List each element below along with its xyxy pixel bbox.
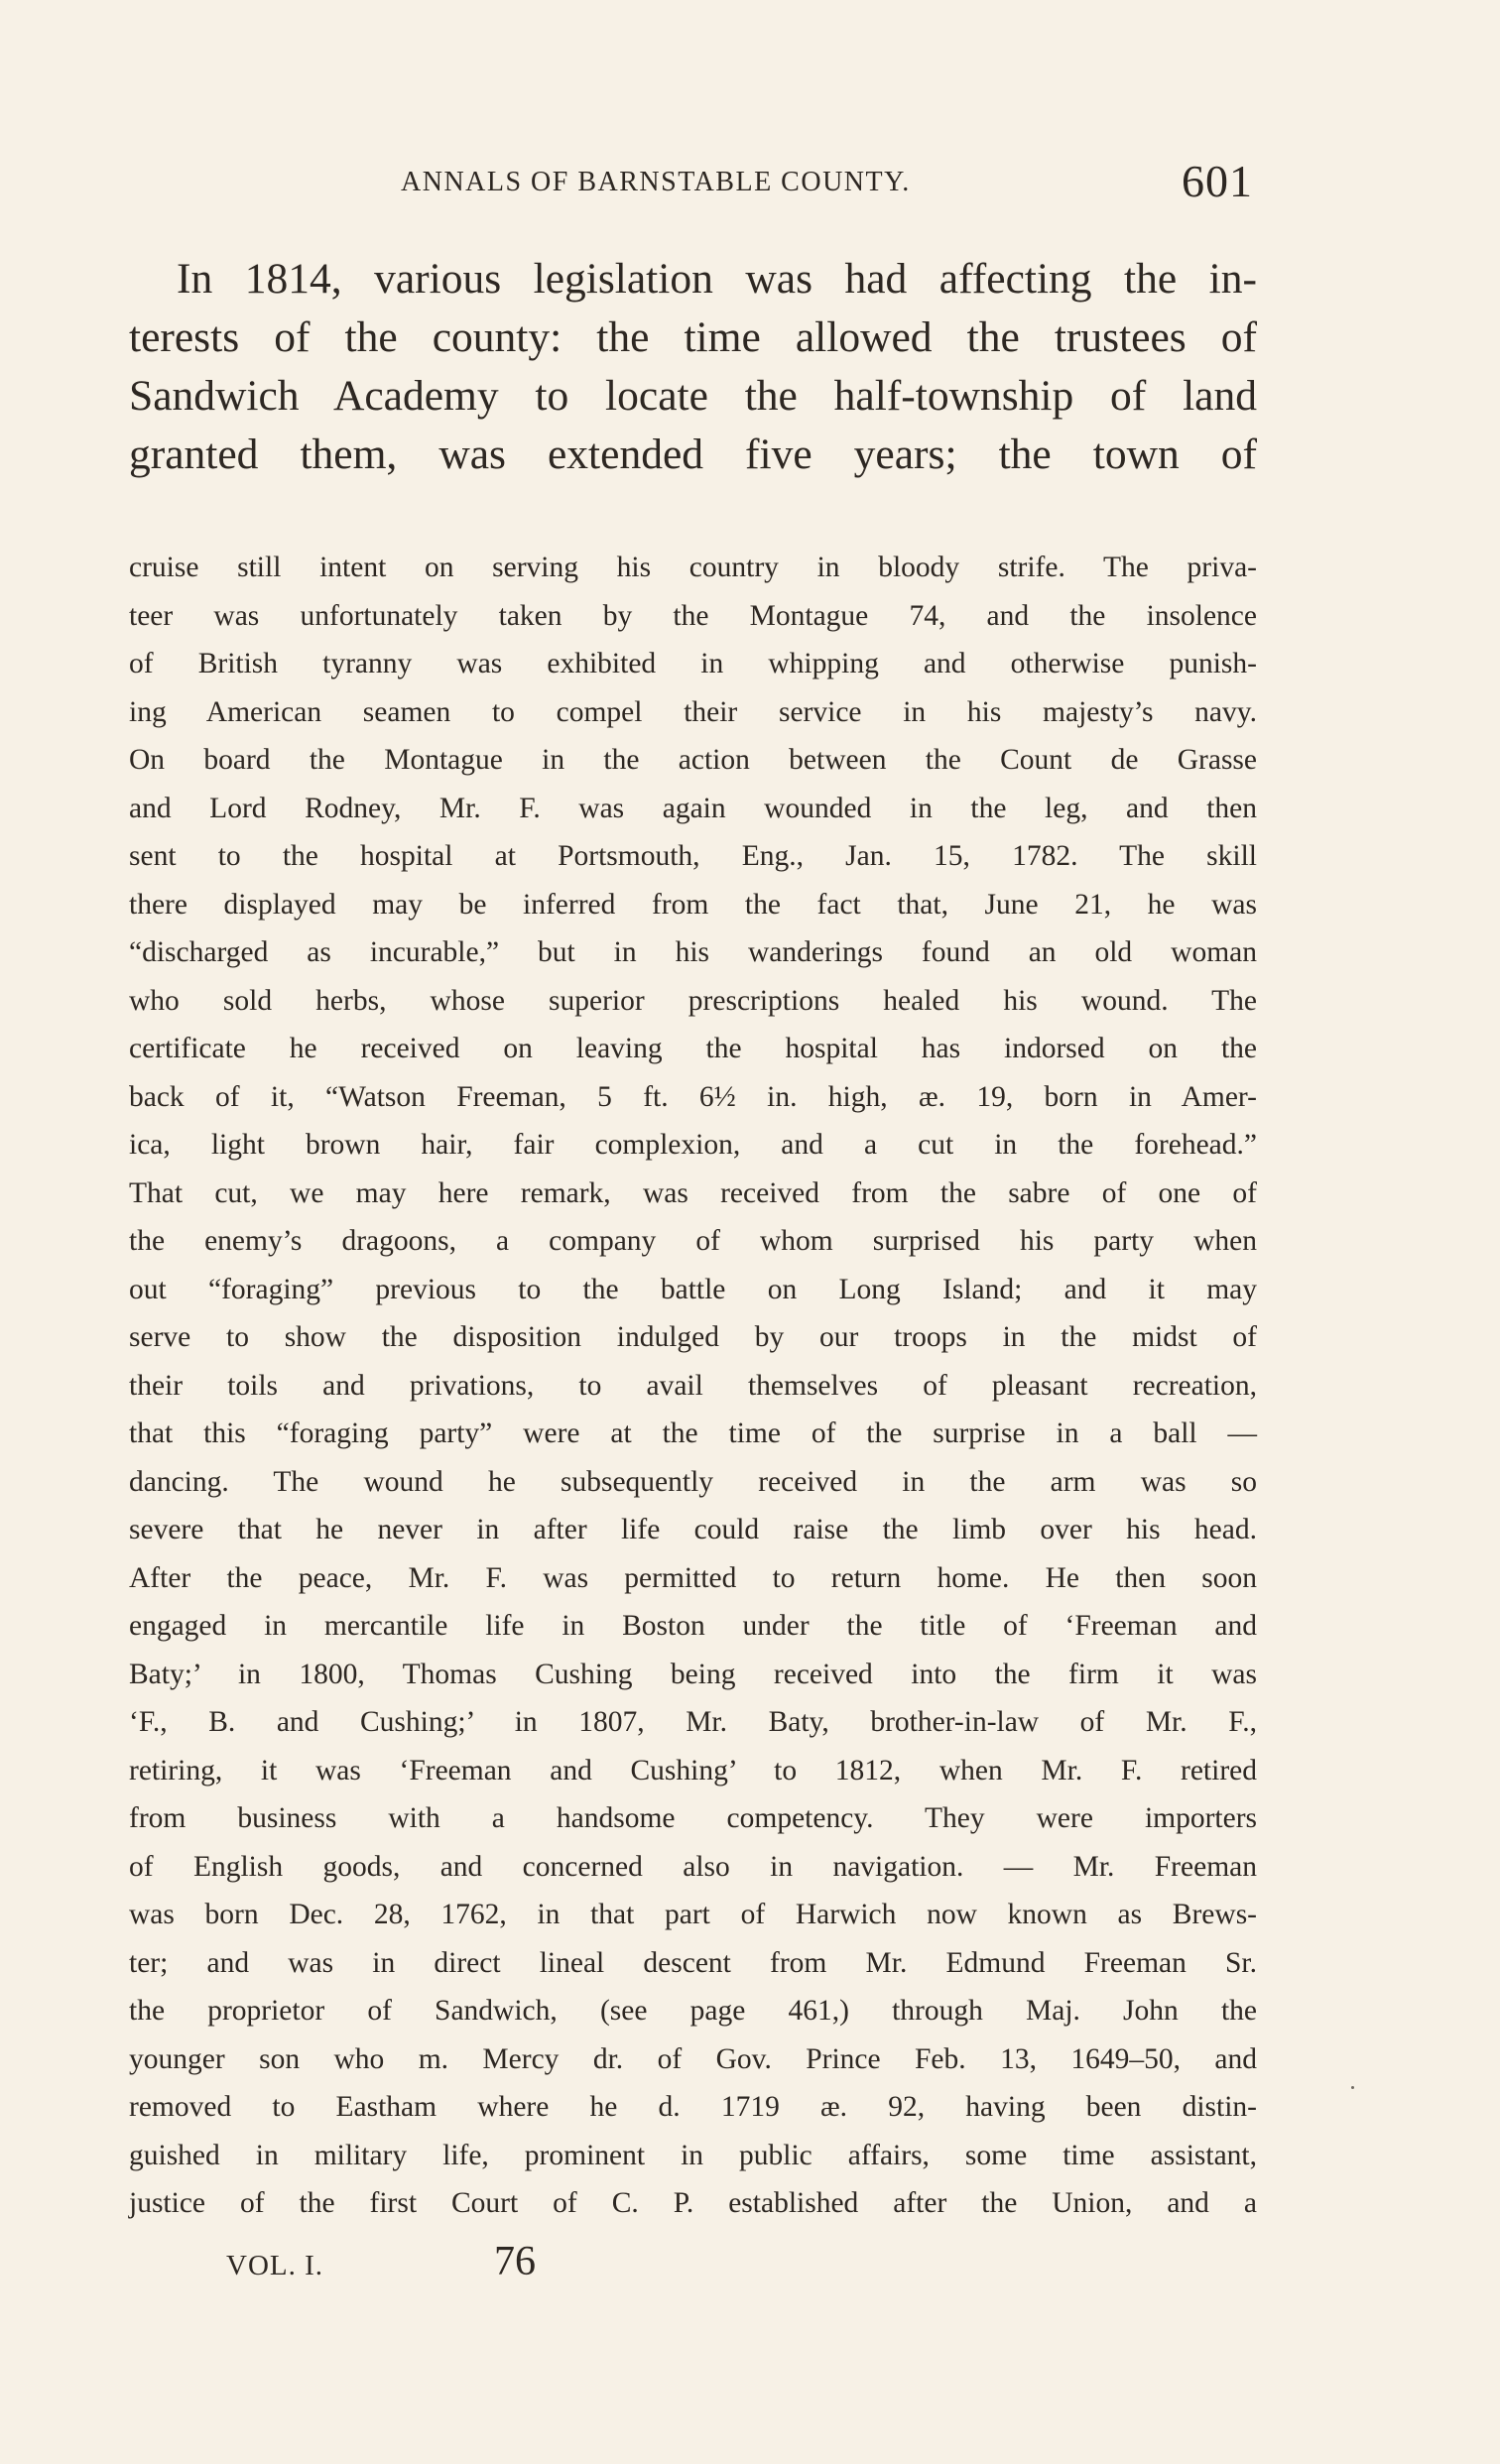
footnote-line: ica, light brown hair, fair complexion, and a cut in the forehead.” bbox=[129, 1129, 1257, 1161]
footnote-line: After the peace, Mr. F. was permitted to return home. He then soon bbox=[129, 1561, 1257, 1594]
running-head bbox=[129, 155, 1257, 214]
footnote-line: dancing. The wound he subsequently received in the arm was so bbox=[129, 1465, 1257, 1498]
footnote-line: engaged in mercantile life in Boston under the title of ‘Freeman and bbox=[129, 1610, 1257, 1642]
footnote-line: justice of the first Court of C. P. established after the Union, and a bbox=[129, 2187, 1257, 2219]
ink-speck bbox=[1351, 2086, 1354, 2089]
main-text-line: Sandwich Academy to locate the half-township of land bbox=[129, 372, 1257, 420]
footnote-line: guished in military life, prominent in public affairs, some time assistant, bbox=[129, 2139, 1257, 2171]
footnote-line: certificate he received on leaving the hospital has indorsed on the bbox=[129, 1033, 1257, 1064]
main-text bbox=[129, 250, 1257, 484]
footnote-line: from business with a handsome competency. They were importers bbox=[129, 1802, 1257, 1834]
footnote-line: ter; and was in direct lineal descent from Mr. Edmund Freeman Sr. bbox=[129, 1946, 1257, 1979]
main-text-line: granted them, was extended five years; the town of bbox=[129, 431, 1257, 478]
footnote-line: who sold herbs, whose superior prescriptions healed his wound. The bbox=[129, 984, 1257, 1017]
signature-line bbox=[226, 2238, 583, 2297]
page-number: 601 bbox=[1182, 156, 1253, 206]
main-text-line: In 1814, various legislation was had affecting the in- bbox=[177, 255, 1257, 303]
footnote-line: severe that he never in after life could raise the limb over his head. bbox=[129, 1514, 1257, 1545]
footnote bbox=[129, 544, 1257, 2228]
footnote-line: there displayed may be inferred from the fact that, June 21, he was bbox=[129, 888, 1257, 921]
footnote-line: of English goods, and concerned also in navigation. — Mr. Freeman bbox=[129, 1850, 1257, 1883]
footnote-line: That cut, we may here remark, was received from the sabre of one of bbox=[129, 1176, 1257, 1209]
footnote-line: their toils and privations, to avail themselves of pleasant recreation, bbox=[129, 1369, 1257, 1402]
footnote-line: and Lord Rodney, Mr. F. was again wounded in the leg, and then bbox=[129, 792, 1257, 824]
footnote-line: On board the Montague in the action between the Count de Grasse bbox=[129, 744, 1257, 776]
footnote-line: out “foraging” previous to the battle on Long Island; and it may bbox=[129, 1273, 1257, 1305]
footnote-line: of British tyranny was exhibited in whipping and otherwise punish- bbox=[129, 648, 1257, 679]
footnote-line: Baty;’ in 1800, Thomas Cushing being received into the firm it was bbox=[129, 1658, 1257, 1690]
footnote-line: was born Dec. 28, 1762, in that part of Harwich now known as Brews- bbox=[129, 1899, 1257, 1930]
footnote-line: that this “foraging party” were at the time of the surprise in a ball — bbox=[129, 1417, 1257, 1449]
footnote-line: ‘F., B. and Cushing;’ in 1807, Mr. Baty, brother-in-law of Mr. F., bbox=[129, 1706, 1257, 1738]
footnote-line: serve to show the disposition indulged by our troops in the midst of bbox=[129, 1321, 1257, 1353]
volume-label: VOL. I. bbox=[226, 2250, 324, 2281]
footnote-line: the proprietor of Sandwich, (see page 461,) through Maj. John the bbox=[129, 1995, 1257, 2027]
footnote-line: removed to Eastham where he d. 1719 æ. 92, having been distin- bbox=[129, 2091, 1257, 2123]
footnote-line: retiring, it was ‘Freeman and Cushing’ to 1812, when Mr. F. retired bbox=[129, 1754, 1257, 1786]
footnote-line: younger son who m. Mercy dr. of Gov. Prince Feb. 13, 1649–50, and bbox=[129, 2042, 1257, 2075]
main-text-line: terests of the county: the time allowed the trustees of bbox=[129, 313, 1257, 361]
footnote-line: the enemy’s dragoons, a company of whom surprised his party when bbox=[129, 1225, 1257, 1257]
footnote-line: cruise still intent on serving his country in bloody strife. The priva- bbox=[129, 552, 1257, 583]
footnote-line: “discharged as incurable,” but in his wanderings found an old woman bbox=[129, 936, 1257, 968]
footnote-line: teer was unfortunately taken by the Montague 74, and the insolence bbox=[129, 599, 1257, 632]
footnote-line: ing American seamen to compel their service in his majesty’s navy. bbox=[129, 695, 1257, 728]
footnote-line: sent to the hospital at Portsmouth, Eng., Jan. 15, 1782. The skill bbox=[129, 840, 1257, 872]
footnote-line: back of it, “Watson Freeman, 5 ft. 6½ in. high, æ. 19, born in Amer- bbox=[129, 1080, 1257, 1113]
signature-number: 76 bbox=[494, 2239, 536, 2284]
running-title: ANNALS OF BARNSTABLE COUNTY. bbox=[401, 167, 911, 197]
